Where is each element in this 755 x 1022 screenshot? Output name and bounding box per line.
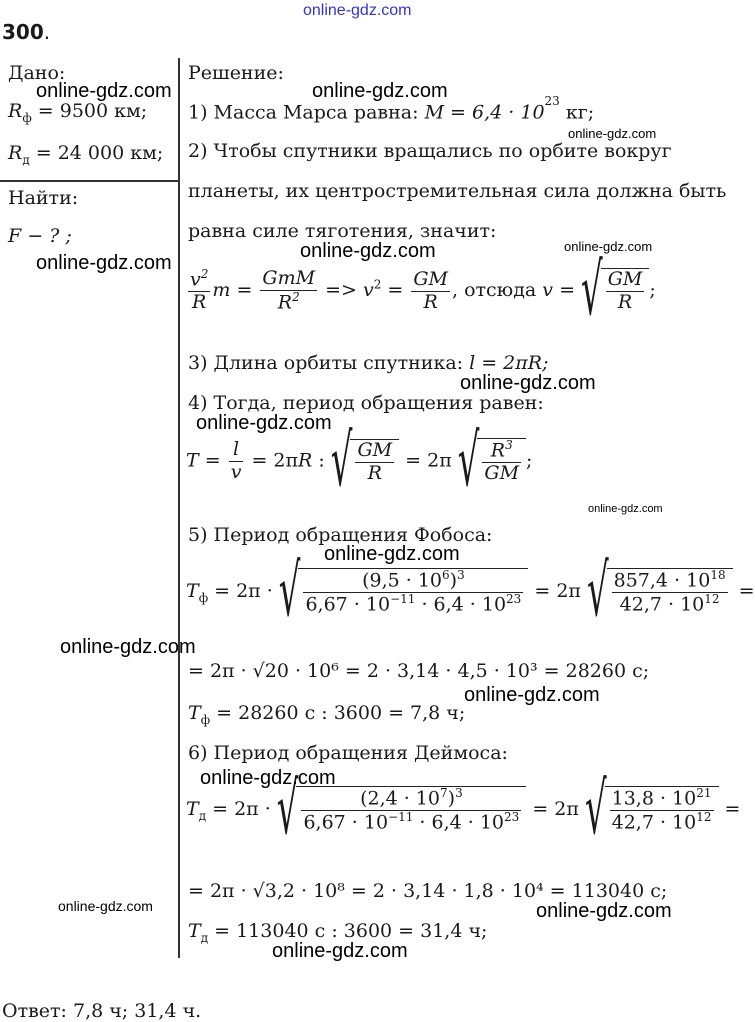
watermark: online-gdz.com (460, 372, 596, 394)
watermark: online-gdz.com (564, 239, 653, 254)
watermark: online-gdz.com (568, 126, 657, 141)
deimos-result: $T_д = 113040$ с : 3600 = 31,4 ч; (188, 920, 488, 945)
step2-line2: планеты, их центростремительная сила должна быть (188, 180, 727, 202)
centripetal-formula: $\frac{v^2}{R}$ m = $\frac{\text{GmM}}{R^2}$ => $v^2$ = $\frac{GM}{R}$ , отсюда v = √ $\frac{GM}{R}$ ; (190, 249, 656, 334)
watermark: online-gdz.com (464, 684, 600, 706)
given-r-phobos-value: = 9500 км; (37, 100, 148, 122)
deimos-den-exp1: −11 (388, 810, 414, 825)
phobos-den-exp1: −11 (390, 592, 416, 607)
step3-text: 3) Длина орбиты спутника: (188, 352, 464, 374)
given-r-deimos-value: = 24 000 км; (35, 142, 164, 164)
phobos-num2: 857,4 · 10 (613, 569, 711, 592)
problem-number: 300. (2, 20, 51, 44)
step1-formula: M = 6,4 · 10 (424, 101, 545, 124)
phobos-num: (9,5 · 10 (362, 569, 443, 592)
deimos-den2-exp: 12 (696, 810, 712, 825)
watermark-top: online-gdz.com (303, 2, 412, 19)
step3 (188, 352, 548, 374)
deimos-den2: 42,7 · 10 (611, 811, 697, 834)
step3-formula: l = 2πR; (469, 352, 549, 374)
watermark: online-gdz.com (60, 636, 196, 658)
deimos-num-exp: 7 (440, 786, 448, 800)
step2-line1: 2) Чтобы спутники вращались по орбите вокруг (188, 140, 672, 162)
period-formula: T = $\frac{l}{v}$ = 2πR : √ $\frac{GM}{R}$ = 2π √ $\frac{R^3}{GM}$ ; (186, 419, 533, 504)
phobos-formula: $T_ф = 2\pi$ · √ $\frac{(9,5 \cdot 10^6)^3}{6,67 \cdot 10^{-11} \cdot 6,4 \cdot 10^{23}}$ = 2π √ $\frac{857,4 \cdot 10^{18}}{42,7 \cdot 10^{12}}$ = (186, 550, 755, 635)
problem-number-value: 300 (2, 20, 44, 44)
step2-line3: равна силе тяготения, значит: (188, 220, 497, 242)
answer: Ответ: 7,8 ч; 31,4 ч. (2, 1000, 202, 1022)
watermark: online-gdz.com (36, 80, 172, 102)
step1-text: 1) Масса Марса равна: (188, 101, 419, 124)
watermark: online-gdz.com (272, 940, 408, 962)
given-r-phobos: $R_ф = 9500$ км; (8, 100, 148, 125)
step1 (188, 94, 595, 124)
phobos-num2-exp: 18 (710, 568, 726, 582)
phobos-den2-exp: 12 (704, 592, 720, 607)
phobos-den2: 42,7 · 10 (619, 593, 705, 616)
watermark: online-gdz.com (588, 503, 663, 515)
deimos-num: (2,4 · 10 (360, 787, 440, 810)
deimos-line2: = 2π · √3,2 · 10⁸ = 2 · 3,14 · 1,8 · 10⁴ = 113040 с; (188, 880, 668, 902)
given-divider-vertical (178, 58, 180, 958)
deimos-den-exp2: 23 (504, 810, 520, 825)
phobos-num-exp: 6 (442, 568, 450, 582)
phobos-den: 6,67 · 10 (305, 593, 391, 616)
step6: 6) Период обращения Деймоса: (188, 742, 508, 764)
phobos-result-value: = 28260 с : 3600 = 7,8 ч; (216, 702, 466, 724)
deimos-den: 6,67 · 10 (303, 811, 389, 834)
watermark: online-gdz.com (58, 898, 153, 914)
phobos-line2: = 2π · √20 · 10⁶ = 2 · 3,14 · 4,5 · 10³ = 28260 с; (188, 660, 650, 682)
find-header: Найти: (8, 187, 79, 209)
phobos-result: $T_ф = 28260$ с : 3600 = 7,8 ч; (188, 702, 466, 727)
step4: 4) Тогда, период обращения равен: (188, 392, 544, 414)
watermark: online-gdz.com (196, 412, 332, 434)
watermark: online-gdz.com (36, 252, 172, 274)
given-r-deimos: $R_д = 24$ 000 км; (8, 142, 164, 167)
step1-unit: кг; (565, 101, 595, 124)
find-value: F − ? ; (8, 225, 72, 247)
given-header: Дано: (8, 62, 66, 84)
deimos-formula: $T_д = 2\pi$ · √ $\frac{(2,4 \cdot 10^7)^3}{6,67 \cdot 10^{-11} \cdot 6,4 \cdot 10^{23}}$ = 2π √ $\frac{13,8 \cdot 10^{21}}{42,7 \cdot 10^{12}}$ = (186, 768, 741, 853)
phobos-den-mid: · 6,4 · 10 (415, 593, 507, 616)
watermark: online-gdz.com (300, 240, 436, 262)
therefore-text: , отсюда (452, 279, 537, 302)
watermark: online-gdz.com (324, 543, 460, 565)
watermark: online-gdz.com (200, 767, 336, 789)
watermark: online-gdz.com (536, 900, 672, 922)
watermark: online-gdz.com (312, 80, 448, 102)
deimos-num2-exp: 21 (696, 786, 712, 800)
step5: 5) Период обращения Фобоса: (188, 524, 493, 546)
solution-header: Решение: (188, 62, 284, 84)
step1-exp: 23 (544, 94, 560, 108)
deimos-num2: 13,8 · 10 (611, 787, 697, 810)
given-divider-horizontal (0, 180, 178, 182)
phobos-den-exp2: 23 (506, 592, 522, 607)
deimos-den-mid: · 6,4 · 10 (413, 811, 505, 834)
deimos-result-value: = 113040 с : 3600 = 31,4 ч; (214, 920, 488, 942)
